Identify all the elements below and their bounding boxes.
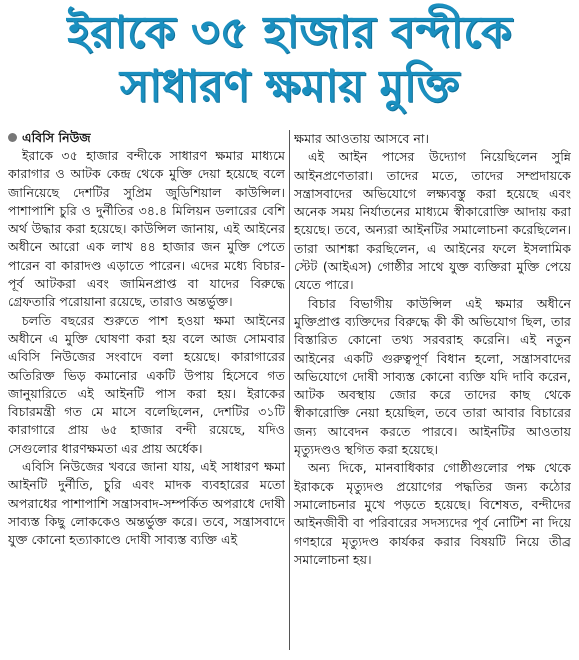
- byline-text: এবিসি নিউজ: [22, 130, 91, 145]
- left-column: [8, 130, 285, 656]
- headline-line-2: সাধারণ ক্ষমায় মুক্তি: [119, 61, 460, 112]
- byline: [8, 130, 285, 146]
- article-body: [8, 130, 571, 656]
- paragraph: চলতি বছরের শুরুতে পাশ হওয়া ক্ষমা আইনের অধীনে এ মুক্তি ঘোষণা করা হয় বলে আজ সোমবার এবিসি নিউজের সংবাদে বলা হয়েছে। কারাগারের অতিরিক্ত ভিড় কমানোর একটি উপায় হিসেবে গত জানুয়ারিতে এই আইনটি পাস করা হয়। ইরাকের বিচারমন্ত্রী গত মে মাসে বলেছিলেন, দেশটির ৩১টি কারাগারে প্রায় ৬৫ হাজার বন্দী রয়েছে, যদিও সেগুলোর ধারণক্ষমতা এর প্রায় অর্ধেক।: [8, 312, 285, 456]
- bullet-icon: [8, 133, 17, 142]
- right-column: [294, 130, 571, 656]
- paragraph: ক্ষমার আওতায় আসবে না।: [294, 131, 430, 146]
- paragraph: এই আইন পাসের উদ্যোগ নিয়েছিলেন সুন্নি আইনপ্রণেতারা। তাদের মতে, তাদের সম্প্রদায়কে সন্ত্রাসবাদের অভিযোগে লক্ষ্যবস্তু করা হয়েছে এবং অনেক সময় নির্যাতনের মাধ্যমে স্বীকারোক্তি আদায় করা হয়েছে। তবে, অন্যরা আইনটির সমালোচনা করেছিলেন। তারা আশঙ্কা করছিলেন, এ আইনের ফলে ইসলামিক স্টেট (আইএস) গোষ্ঠীর সাথে যুক্ত ব্যক্তিরা মুক্তি পেয়ে যেতে পারে।: [294, 149, 571, 293]
- paragraph: অন্য দিকে, মানবাধিকার গোষ্ঠীগুলোর পক্ষ থেকে ইরাককে মৃত্যুদণ্ড প্রয়োগের পদ্ধতির জন্য কঠোর সমালোচনার মুখে পড়তে হয়েছে। বিশেষত, বন্দীদের আইনজীবী বা পরিবারের সদস্যদের পূর্ব নোটিশ না দিয়ে গণহারে মৃত্যুদণ্ড কার্যকর করার বিষয়টি নিয়ে তীব্র সমালোচনা হয়।: [294, 460, 571, 567]
- paragraph: এবিসি নিউজের খবরে জানা যায়, এই সাধারণ ক্ষমা আইনটি দুর্নীতি, চুরি এবং মাদক ব্যবহারের মতো অপরাধের পাশাপাশি সন্ত্রাসবাদ-সম্পর্কিত অপরাধে দোষী সাব্যস্ত কিছু লোককেও অন্তর্ভুক্ত করে। তবে, সন্ত্রাসবাদে যুক্ত কোনো হত্যাকাণ্ডে দোষী সাব্যস্ত ব্যক্তি এই: [8, 459, 285, 548]
- headline-line-1: ইরাকে ৩৫ হাজার বন্দীকে: [67, 7, 512, 58]
- paragraph: ইরাকে ৩৫ হাজার বন্দীকে সাধারণ ক্ষমার মাধ্যমে কারাগার ও আটক কেন্দ্র থেকে মুক্তি দেয়া হয়েছে বলে জানিয়েছে দেশটির সুপ্রিম জুডিশিয়াল কাউন্সিল। পাশাপাশি চুরি ও দুর্নীতির ৩৪.৪ মিলিয়ন ডলারের বেশি অর্থ উদ্ধার করা হয়েছে। কাউন্সিল জানায়, এই আইনের অধীনে আরো এক লাখ ৪৪ হাজার জন মুক্তি পেতে পারেন বা কারাদণ্ড এড়াতে পারেন। এদের মধ্যে বিচার-পূর্ব আটকরা এবং জামিনপ্রাপ্ত বা যাদের বিরুদ্ধে গ্রেফতারি পরোয়ানা রয়েছে, তারাও অন্তর্ভুক্ত।: [8, 148, 285, 310]
- column-divider: [289, 130, 290, 650]
- paragraph: বিচার বিভাগীয় কাউন্সিল এই ক্ষমার অধীনে মুক্তিপ্রাপ্ত ব্যক্তিদের বিরুদ্ধে কী কী অভিযোগ ছিল, তার বিস্তারিত কোনো তথ্য সরবরাহ করেনি। এই নতুন আইনের একটি গুরুত্বপূর্ণ বিধান হলো, সন্ত্রাসবাদের অভিযোগে দোষী সাব্যস্ত কোনো ব্যক্তি যদি দাবি করেন, আটক অবস্থায় জোর করে তাদের কাছ থেকে স্বীকারোক্তি নেয়া হয়েছিল, তবে তারা আবার বিচারের জন্য আবেদন করতে পারবে। আইনটির আওতায় মৃত্যুদণ্ডও স্থগিত করা হয়েছে।: [294, 295, 571, 458]
- headline: [0, 6, 579, 114]
